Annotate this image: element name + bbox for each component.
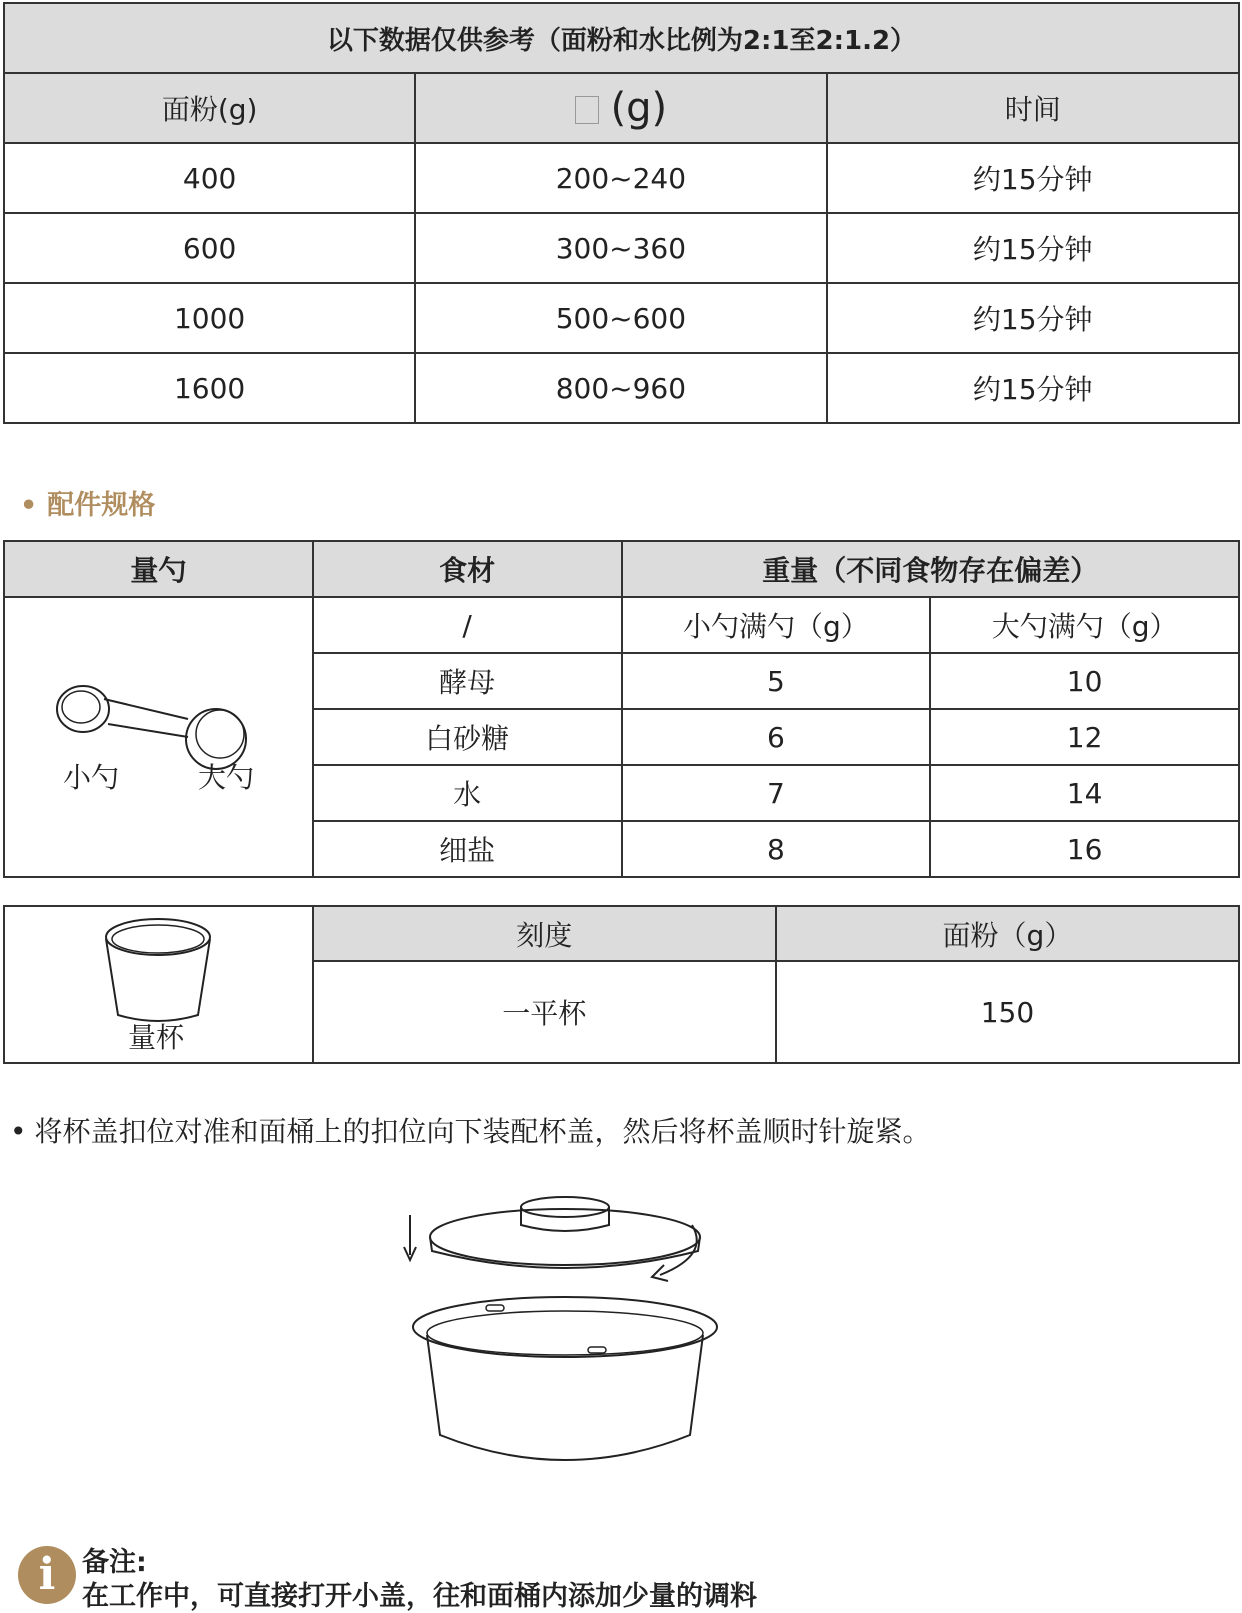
time-cell: 约15分钟 (827, 353, 1240, 423)
ratio-row (4, 353, 1239, 423)
bullet-dot: • (20, 490, 38, 521)
water-cell: 200~240 (415, 143, 826, 213)
ratio-row (4, 283, 1239, 353)
small-spoon-cell: 6 (622, 709, 931, 765)
cup-label: 量杯 (128, 1021, 185, 1054)
header-time: 时间 (827, 73, 1240, 143)
small-spoon-cell: 8 (622, 821, 931, 877)
missing-glyph-icon (575, 96, 599, 124)
measuring-spoon-icon (38, 669, 278, 799)
subheader-large-spoon: 大勺满勺（g） (930, 597, 1239, 653)
header-spoon: 量勺 (4, 541, 313, 597)
time-cell: 约15分钟 (827, 213, 1240, 283)
bullet-dot: • (10, 1115, 27, 1148)
ratio-table (3, 2, 1240, 424)
ingredient-cell: 白砂糖 (313, 709, 622, 765)
note-body: 在工作中，可直接打开小盖，往和面桶内添加少量的调料 (82, 1581, 757, 1612)
info-icon: i (18, 1546, 76, 1604)
section-heading (20, 483, 155, 522)
spoon-illustration-cell (4, 597, 313, 877)
ratio-row (4, 143, 1239, 213)
ingredient-cell: 细盐 (313, 821, 622, 877)
header-weight: 重量（不同食物存在偏差） (622, 541, 1240, 597)
accessory-table (3, 540, 1240, 878)
subheader-ingredient: / (313, 597, 622, 653)
ratio-title-row (4, 3, 1239, 73)
large-spoon-cell: 14 (930, 765, 1239, 821)
flour-cell: 400 (4, 143, 415, 213)
small-spoon-cell: 7 (622, 765, 931, 821)
note-title: 备注: (82, 1547, 147, 1578)
time-cell: 约15分钟 (827, 283, 1240, 353)
note-block (18, 1540, 918, 1612)
subheader-small-spoon: 小勺满勺（g） (622, 597, 931, 653)
header-scale: 刻度 (313, 906, 776, 961)
flour-cell: 1000 (4, 283, 415, 353)
large-spoon-label: 大勺 (198, 760, 255, 794)
ingredient-cell: 酵母 (313, 653, 622, 709)
ingredient-cell: 水 (313, 765, 622, 821)
header-water-label: (g) (610, 85, 668, 131)
header-water (415, 73, 826, 143)
cup-flour-cell: 150 (776, 961, 1239, 1063)
accessory-subheader-row (4, 597, 1239, 653)
water-cell: 500~600 (415, 283, 826, 353)
measuring-cup-icon (88, 907, 228, 1055)
cup-table (3, 905, 1240, 1064)
flour-cell: 600 (4, 213, 415, 283)
ratio-header-row (4, 73, 1239, 143)
large-spoon-cell: 10 (930, 653, 1239, 709)
time-cell: 约15分钟 (827, 143, 1240, 213)
header-flour: 面粉(g) (4, 73, 415, 143)
small-spoon-label: 小勺 (63, 760, 120, 794)
scale-cell: 一平杯 (313, 961, 776, 1063)
water-cell: 300~360 (415, 213, 826, 283)
cup-illustration-cell (4, 906, 313, 1063)
water-cell: 800~960 (415, 353, 826, 423)
accessory-header-row (4, 541, 1239, 597)
small-spoon-cell: 5 (622, 653, 931, 709)
cup-header-row (4, 906, 1239, 961)
large-spoon-cell: 16 (930, 821, 1239, 877)
instruction (10, 1110, 931, 1150)
section-heading-text: 配件规格 (47, 490, 156, 521)
header-ingredient: 食材 (313, 541, 622, 597)
ratio-row (4, 213, 1239, 283)
ratio-table-title: 以下数据仅供参考（面粉和水比例为2:1至2:1.2） (4, 3, 1239, 73)
lid-assembly-illustration (400, 1195, 730, 1480)
instruction-text: 将杯盖扣位对准和面桶上的扣位向下装配杯盖，然后将杯盖顺时针旋紧。 (34, 1115, 931, 1148)
header-cup-flour: 面粉（g） (776, 906, 1239, 961)
large-spoon-cell: 12 (930, 709, 1239, 765)
flour-cell: 1600 (4, 353, 415, 423)
down-arrow-icon (404, 1215, 416, 1260)
